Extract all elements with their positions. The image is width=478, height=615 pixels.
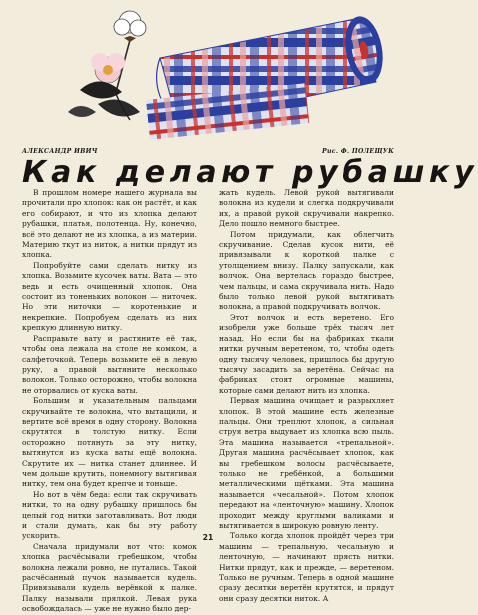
illustration (60, 0, 400, 148)
paragraph: В прошлом номере нашего журнала вы прочитали про хлопок: как он растёт, и как его собирают, и что из хлопка делают рубашки, платья, полотенца. Ну, конечно, всё это делают не из хлопка, а из материи. Материю ткут из ниток, а нитки прядут из хлопка. (22, 188, 197, 260)
paragraph: Расправьте вату и растяните её так, чтобы она лежала на столе не комком, а салфеточкой. Теперь возьмите её в левую руку, а правой вытяните несколько волокон. Только осторожно, чтобы волокна не оторвались от куска ваты. (22, 333, 197, 395)
article-title: Как делают рубашку (22, 155, 478, 190)
paragraph: Сначала придумали вот что: комок хлопка расчёсывали гребешком, чтобы волокна лежали ровно, не путались. Такой расчёсанный пучок называется кудель. Привязывали кудель верёвкой к палке. Палку называли прялкой. Левая рука освобождалась — уже не нужно было дер- (22, 541, 197, 614)
paragraph: Этот волчок и есть веретено. Его изобрели уже больше трёх тысяч лет назад. Но если бы на фабриках ткали нитки ручным веретеном, то, чтобы одеть одну тысячу человек, пришлось бы другую тысячу засадить за веретёна. Сейчас на фабриках стоят огромные машины, которые сами делают нить из хлопка. (219, 312, 394, 395)
paragraph: Большим и указательным пальцами скручивайте те волокна, что вытащили, и вертите всё время в одну сторону. Волокна скрутятся в толстую нитку. Если осторожно потянуть за эту нитку, вытянутся из куска ваты ещё волокна. Скрутите их — нитка станет длиннее. И чем дольше крутить, понемногу вытягивая нитку, тем она будет крепче и тоньше. (22, 396, 197, 489)
leaf-icon (68, 81, 140, 120)
left-column (22, 188, 197, 615)
page-number: 21 (202, 533, 214, 542)
paragraph: Попробуйте сами сделать нитку из хлопка. Возьмите кусочек ваты. Вата — это ведь и есть очищенный хлопок. Она состоит из тоненьких волокон — ниточек. Но эти ниточки — коротенькие и некрепкие. Попробуем сделать из них крепкую длинную нитку. (22, 260, 197, 333)
fabric-roll-icon (146, 13, 388, 139)
paragraph: Но вот в чём беда: если так скручивать нитки, то на одну рубашку пришлось бы целый год нитки заготавливать. Вот люди и стали думать, как бы эту работу ускорить. (22, 489, 197, 541)
paragraph: Потом придумали, как облегчить скручивание. Сделав кусок нити, её привязывали к короткой палке с утолщением внизу. Палку запускали, как волчок. Она вертелась гораздо быстрее, чем пальцы, и сама скручивала нить. Надо было только левой рукой вытягивать волокна, а правой подкручивать волчок. (219, 229, 394, 312)
paragraph: Только когда хлопок пройдёт через три машины — трепальную, чесальную и ленточную, — начинают прясть нитки. Нитки прядут, как и прежде, — веретеном. Только не ручным. Теперь в одной машине сразу десятки веретён крутятся, и прядут они сразу десятки ниток. А (219, 531, 394, 603)
author-credit: АЛЕКСАНДР ИВИЧ (22, 148, 98, 155)
cotton-boll-icon (114, 11, 146, 92)
paragraph: жать кудель. Левой рукой вытягивали волокна из кудели и слегка подкручивали их, а правой рукой скручивали накрепко. Дело пошло немного быстрее. (219, 188, 394, 229)
paragraph: Первая машина очищает и разрыхляет хлопок. В этой машине есть железные пальцы. Они треплют хлопок, а сильная струя ветра выдувает из хлопка всю пыль. Эта машина называется «трепальной». Другая машина расчёсывает хлопок, как вы гребешком волосы расчёсываете, только не гребёнкой, а большими металлическими щётками. Эта машина называется «чесальной». Потом хлопок передают на «ленточную» машину. Хлопок проходит между круглыми валиками и вытягивается в широкую ровную ленту. (219, 396, 394, 530)
artist-credit: Рис. Ф. ПОЛЕЩУК (322, 148, 394, 155)
